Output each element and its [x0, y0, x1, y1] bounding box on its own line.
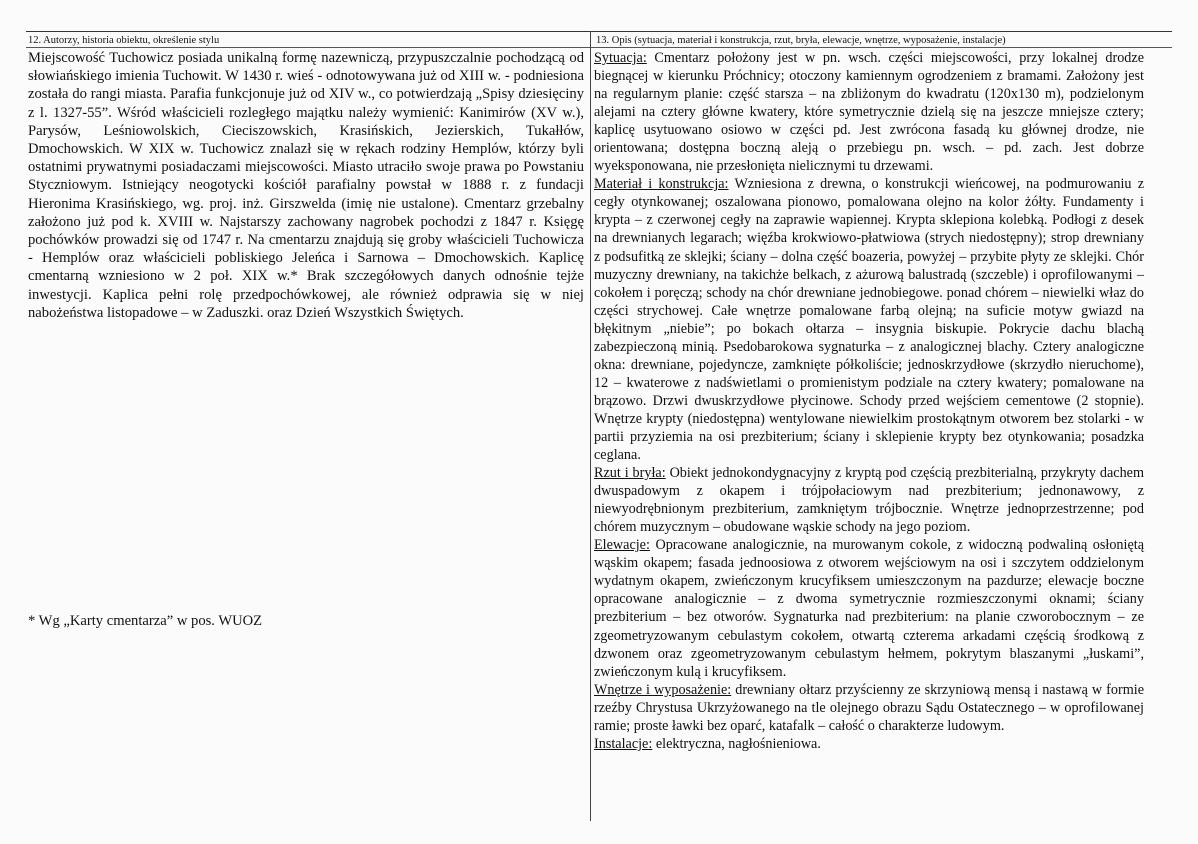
section-body: drewniany ołtarz przyścienny ze skrzyniową mensą i nastawą w formie rzeźby Chrystusa Ukrzyżowanego na tle olejnego obrazu Sądu Ostatecznego – w oprofilowanej ramie; proste ławki bez oparć, katafalk – całość o charakterze ludowym.: [594, 681, 1144, 734]
section-elewacje: [594, 536, 1144, 680]
section-label: Materiał i konstrukcja:: [594, 176, 729, 193]
footnote: * Wg „Karty cmentarza” w pos. WUOZ: [28, 613, 263, 629]
section-sytuacja: [594, 49, 1144, 175]
section-wnetrze: [594, 681, 1144, 735]
right-column-header: 13. Opis (sytuacja, materiał i konstrukcja, rzut, bryła, elewacje, wnętrze, wyposażenie, instalacje): [596, 35, 1006, 46]
section-label: Wnętrze i wyposażenie:: [594, 681, 732, 698]
section-label: Rzut i bryła:: [594, 465, 666, 482]
section-rzut: [594, 464, 1144, 536]
section-label: Elewacje:: [594, 537, 650, 554]
left-column-header: 12. Autorzy, historia obiektu, określenie stylu: [28, 35, 220, 46]
column-divider: [590, 31, 591, 821]
section-instalacje: [594, 735, 1144, 753]
header-rule-left: [26, 47, 590, 48]
section-material: [594, 175, 1144, 464]
section-body: elektryczna, nagłośnieniowa.: [652, 735, 821, 752]
history-text: [28, 49, 584, 322]
section-label: Instalacje:: [594, 735, 653, 752]
section-body: Obiekt jednokondygnacyjny z kryptą pod częścią prezbiterialną, przykryty dachem dwuspadowym z okapem i trójpołaciowym nad prezbiterium; jednonawowy, z niewyodrębnionym prezbiterium, zamkniętym trójbocznie. Wnętrze jednoprzestrzenne; pod chórem muzycznym – obudowane wąskie schody na jego poziom.: [594, 465, 1144, 536]
section-label: Sytuacja:: [594, 50, 647, 66]
section-body: Wzniesiona z drewna, o konstrukcji wieńcowej, na podmurowaniu z cegły otynkowanej; oszalowana pionowo, pomalowana olejno na kolor żółty. Fundamenty i krypta – z czerwonej cegły na zaprawie wapiennej. Krypta sklepiona kolebką. Podłogi z desek na drewnianych legarach; więźba krokwiowo-płatwiowa (strych niedostępny); strop drewniany z podsufitką ze sklejki; ściany – dolna część boazeria, powyżej – przybite płyty ze sklejki. Chór muzyczny drewniany, na takichże belkach, z ażurową balustradą (szczeble) i oprofilowanymi – cokołem i poręczą; schody na chór drewniane jednobiegowe. ponad chórem – niewielki właz do części strychowej. Całe wnętrze pomalowane farbą olejną; na suficie motyw gwiazd na błękitnym „niebie”; po bokach ołtarza – insygnia biskupie. Pokrycie dachu blachą zabezpieczoną minią. Psedobarokowa sygnaturka – z analogicznej blachy. Cztery analogiczne okna: drewniane, pojedyncze, zamknięte półkoliście; jednoskrzydłowe (skrzydło nieruchome), 12 – kwaterowe z nadświetlami o promienistym podziale na cztery kwatery; pomalowane na brązowo. Drzwi dwuskrzydłowe płycinowe. Schody przed wejściem cementowe (2 stopnie). Wnętrze krypty (niedostępna) wentylowane niewielkim prostokątnym otworem bez stolarki - w partii przyziemia na osi prezbiterium; ściany i sklepienie krypty bez otynkowania; posadzka ceglana.: [594, 176, 1145, 464]
document-sheet: [26, 31, 1172, 821]
top-rule: [26, 31, 1172, 32]
description-text: [594, 49, 1144, 753]
section-body: Opracowane analogicznie, na murowanym cokole, z widoczną podwaliną osłoniętą wąskim okapem; fasada jednoosiowa z otworem wejściowym na osi i szczytem oddzielonym wydatnym okapem, zwieńczonym krucyfiksem umieszczonym na pazdurze; elewacje boczne opracowane analogicznie – z dwoma symetrycznie rozmieszczonymi oknami; ściany prezbiterium – bez otworów. Sygnaturka nad prezbiterium: na planie czworobocznym – ze zgeometryzowanym cebulastym cokołem, otwartą czterema arkadami częścią środkową z dzwonem oraz zgeometryzowanym cebulastym hełmem, pokrytym blaszanymi „łuskami”, zwieńczonym kulą i krucyfiksem.: [594, 537, 1144, 680]
section-body: Cmentarz położony jest w pn. wsch. części miejscowości, przy lokalnej drodze biegnącej w kierunku Próchnicy; otoczony kamiennym ogrodzeniem z bramami. Założony jest na regularnym planie: część starsza – na zbliżonym do kwadratu (120x130 m), podzielonym alejami na cztery główne kwatery, które symetrycznie dzielą się na jeszcze mniejsze cztery; kaplicę usytuowano osiowo w części pd. Jest zwrócona fasadą ku głównej drodze, nie orientowana; dostępna boczną aleją o przebiegu pn. wsch. – pd. zach. Jest dobrze wyeksponowana, nie przesłonięta nielicznymi tu drzewami.: [594, 50, 1144, 175]
history-paragraph: Miejscowość Tuchowicz posiada unikalną formę nazewniczą, przypuszczalnie pochodzącą od słowiańskiego imienia Tuchowit. W 1430 r. wieś - odnotowywana już od XIII w. - podniesiona została do rangi miasta. Parafia funkcjonuje już od XIV w., co potwierdzają „Spisy dziesięciny z l. 1327-55”. Wśród właścicieli rozległego majątku należy wymienić: Kanimirów (XV w.), Parysów, Leśniowolskich, Cieciszowskich, Krasińskich, Jezierskich, Tukałłów, Dmochowskich. W XIX w. Tuchowicz znalazł się w rękach rodziny Hemplów, którzy byli ostatnimi prywatnymi posiadaczami miejscowości. Miasto utraciło swoje prawa po Powstaniu Styczniowym. Istniejący neogotycki kościół parafialny powstał w 1888 r. z fundacji Hieronima Krasińskiego, wg. proj. inż. Girszwelda (imię nie ustalone). Cmentarz grzebalny założono już pod k. XVIII w. Najstarszy zachowany nagrobek pochodzi z 1847 r. Księgę pochówków prowadzi się od 1747 r. Na cmentarzu znajdują się groby właścicieli Tuchowicza - Hemplów oraz właścicieli pobliskiego Jeleńca i Sarnowa – Dmochowskich. Kaplicę cmentarną wzniesiono w 2 poł. XIX w.* Brak szczegółowych danych odnośnie tejże inwestycji. Kaplica pełni rolę przedpochówkowej, ale również odprawia się w niej nabożeństwa listopadowe – w Zaduszki. oraz Dzień Wszystkich Świętych.: [28, 50, 584, 321]
header-rule-right: [591, 47, 1172, 48]
